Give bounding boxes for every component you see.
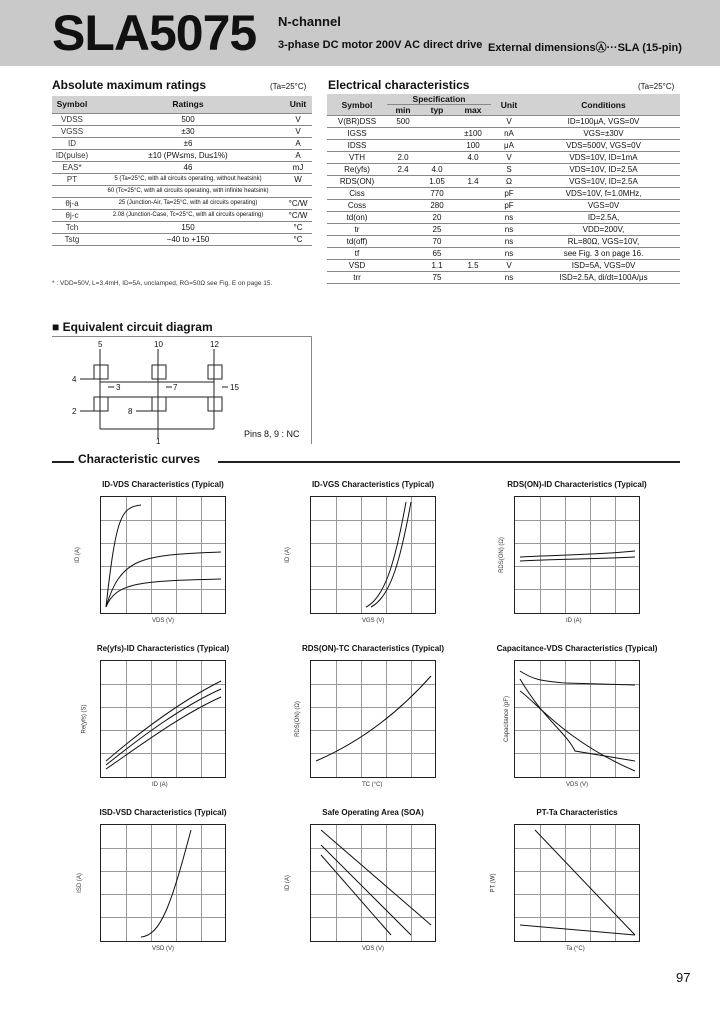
circuit-pin-bottom: 1 <box>156 437 161 445</box>
chart-xlabel: VSD (V) <box>152 946 175 952</box>
pins-note: Pins 8, 9 : NC <box>244 429 300 439</box>
elec-typ: 65 <box>419 248 455 260</box>
abs-max-row <box>52 125 312 137</box>
chart-xlabel: Ta (°C) <box>566 946 585 952</box>
abs-max-val: ±30 <box>92 125 284 137</box>
elec-typ: 20 <box>419 212 455 224</box>
abs-max-val: −40 to +150 <box>92 233 284 245</box>
chart-title: Safe Operating Area (SOA) <box>322 808 424 817</box>
elec-unit: V <box>491 260 527 272</box>
abs-max-sym: VDSS <box>52 113 92 125</box>
abs-max-sym: Tstg <box>52 233 92 245</box>
chart-xlabel: ID (A) <box>566 618 582 624</box>
elec-max <box>455 236 491 248</box>
elec-sym: IGSS <box>327 128 387 140</box>
chart-curve <box>316 676 431 761</box>
chart-ylabel: ID (A) <box>284 875 291 891</box>
elec-row <box>327 200 680 212</box>
chart-curve <box>106 681 221 761</box>
elec-typ: 280 <box>419 200 455 212</box>
chart-curve <box>106 579 221 607</box>
elec-table <box>327 94 680 284</box>
abs-max-sym: Tch <box>52 221 92 233</box>
elec-min <box>387 224 419 236</box>
abs-max-unit: °C/W <box>284 197 312 209</box>
elec-min <box>387 128 419 140</box>
abs-max-condition: (Ta=25°C) <box>270 82 307 91</box>
elec-cond: see Fig. 3 on page 16. <box>527 248 680 260</box>
chart-plot-area <box>100 660 226 778</box>
page-number: 97 <box>676 970 691 985</box>
elec-max <box>455 116 491 128</box>
elec-cond: VDS=500V, VGS=0V <box>527 140 680 152</box>
chart-title: ISD-VSD Characteristics (Typical) <box>99 808 227 817</box>
elec-row <box>327 236 680 248</box>
circuit-pin-gate-2: 7 <box>173 383 178 392</box>
elec-sym: VTH <box>327 152 387 164</box>
chart-curve <box>520 679 635 761</box>
elec-max <box>455 248 491 260</box>
chart-title: Re(yfs)-ID Characteristics (Typical) <box>96 644 230 653</box>
part-number: SLA5075 <box>52 5 257 61</box>
abs-max-val: 25 (Junction-Air, Ta=25°C, with all circuits operating) <box>92 197 284 209</box>
chart-ylabel: ID (A) <box>74 547 81 563</box>
elec-unit: ns <box>491 236 527 248</box>
elec-typ <box>419 140 455 152</box>
elec-unit: V <box>491 152 527 164</box>
elec-typ: 770 <box>419 188 455 200</box>
abs-max-unit <box>284 185 312 197</box>
elec-min: 500 <box>387 116 419 128</box>
circuit-pin-gate-1: 3 <box>116 383 121 392</box>
elec-header-min: min <box>387 105 419 116</box>
abs-max-row <box>52 197 312 209</box>
elec-row <box>327 140 680 152</box>
elec-sym: IDSS <box>327 140 387 152</box>
chart-title: ID-VDS Characteristics (Typical) <box>102 480 224 489</box>
elec-header-unit: Unit <box>491 94 527 116</box>
abs-max-sym: EAS* <box>52 161 92 173</box>
chart-curve <box>520 925 635 935</box>
circuit-pin-gate-3: 15 <box>230 383 239 392</box>
elec-min: 2.0 <box>387 152 419 164</box>
chart-curves <box>101 825 225 941</box>
circuit-pin-left-1: 4 <box>72 375 77 384</box>
elec-min <box>387 236 419 248</box>
abs-max-row <box>52 233 312 245</box>
elec-typ <box>419 128 455 140</box>
elec-cond: VGS=±30V <box>527 128 680 140</box>
elec-min <box>387 260 419 272</box>
abs-max-unit: mJ <box>284 161 312 173</box>
circuit-pin-left-3: 8 <box>128 407 133 416</box>
chart-curves <box>311 825 435 941</box>
elec-sym: V(BR)DSS <box>327 116 387 128</box>
elec-sym: td(off) <box>327 236 387 248</box>
elec-header-spec: Specification <box>387 94 491 105</box>
circuit-diagram <box>52 336 312 444</box>
abs-max-val: 60 (Tc=25°C, with all circuits operating, with infinite heatsink) <box>92 185 284 197</box>
chart-curve <box>535 830 635 935</box>
elec-max: 4.0 <box>455 152 491 164</box>
chart-xlabel: VDS (V) <box>152 618 175 624</box>
elec-unit: nA <box>491 128 527 140</box>
elec-row <box>327 212 680 224</box>
abs-max-unit: °C <box>284 233 312 245</box>
elec-max <box>455 224 491 236</box>
elec-sym: tf <box>327 248 387 260</box>
elec-unit: ns <box>491 224 527 236</box>
elec-unit: V <box>491 116 527 128</box>
abs-max-note: * : VDD=50V, L=3.4mH, ID=5A, unclamped, RG=50Ω see Fig. E on page 15. <box>52 280 273 287</box>
abs-max-sym: VGSS <box>52 125 92 137</box>
chart-curve <box>520 671 635 685</box>
chart-curves <box>515 825 639 941</box>
elec-sym: td(on) <box>327 212 387 224</box>
abs-max-row <box>52 161 312 173</box>
channel-type: N-channel <box>278 14 341 29</box>
elec-row <box>327 260 680 272</box>
elec-min <box>387 212 419 224</box>
elec-max <box>455 212 491 224</box>
circuit-pin-top-3: 12 <box>210 340 219 349</box>
chart-xlabel: ID (A) <box>152 782 168 788</box>
abs-max-val: 150 <box>92 221 284 233</box>
abs-max-val: 5 (Ta=25°C, with all circuits operating, without heatsink) <box>92 173 284 185</box>
abs-max-sym: θj-a <box>52 197 92 209</box>
chart-curves <box>311 497 435 613</box>
curves-title: Characteristic curves <box>78 452 201 466</box>
chart-xlabel: VGS (V) <box>362 618 385 624</box>
elec-row <box>327 128 680 140</box>
circuit-pin-top-1: 5 <box>98 340 103 349</box>
chart-curves <box>101 497 225 613</box>
abs-max-unit: °C/W <box>284 209 312 221</box>
chart-plot-area <box>310 496 436 614</box>
abs-max-sym: ID(pulse) <box>52 149 92 161</box>
elec-cond: ISD=5A, VGS=0V <box>527 260 680 272</box>
elec-min <box>387 272 419 284</box>
elec-sym: Coss <box>327 200 387 212</box>
abs-max-table <box>52 96 312 246</box>
chart-curve <box>321 845 411 935</box>
elec-sym: RDS(ON) <box>327 176 387 188</box>
chart-curve <box>371 502 411 607</box>
elec-max <box>455 200 491 212</box>
elec-unit: ns <box>491 212 527 224</box>
elec-max: 100 <box>455 140 491 152</box>
elec-min <box>387 176 419 188</box>
elec-header-symbol: Symbol <box>327 94 387 116</box>
chart-curve <box>106 697 221 769</box>
header-band <box>0 0 720 66</box>
circuit-pin-top-2: 10 <box>154 340 163 349</box>
chart-curve <box>321 830 431 925</box>
abs-max-unit: A <box>284 149 312 161</box>
elec-cond: ID=2.5A, <box>527 212 680 224</box>
chart-curve <box>520 691 635 771</box>
elec-typ <box>419 116 455 128</box>
elec-typ: 1.05 <box>419 176 455 188</box>
elec-unit: μA <box>491 140 527 152</box>
elec-row <box>327 164 680 176</box>
elec-max <box>455 188 491 200</box>
chart-title: Capacitance-VDS Characteristics (Typical) <box>496 644 658 653</box>
elec-row <box>327 176 680 188</box>
elec-max <box>455 164 491 176</box>
elec-cond: VDS=10V, ID=2.5A <box>527 164 680 176</box>
chart-plot-area <box>100 496 226 614</box>
device-description: 3-phase DC motor 200V AC direct drive <box>278 39 483 51</box>
abs-max-val: 46 <box>92 161 284 173</box>
chart-curves <box>515 661 639 777</box>
abs-max-val: 2.08 (Junction-Case, Tc=25°C, with all circuits operating) <box>92 209 284 221</box>
abs-max-row <box>52 137 312 149</box>
external-dimensions: External dimensionsⒶ···SLA (15-pin) <box>488 42 682 54</box>
abs-header-symbol: Symbol <box>52 96 92 113</box>
elec-typ: 4.0 <box>419 164 455 176</box>
abs-header-ratings: Ratings <box>92 96 284 113</box>
abs-max-val: ±10 (PW≤ms, Du≤1%) <box>92 149 284 161</box>
abs-max-unit: A <box>284 137 312 149</box>
elec-unit: pF <box>491 200 527 212</box>
elec-max <box>455 272 491 284</box>
circuit-pin-left-2: 2 <box>72 407 77 416</box>
abs-max-val: ±6 <box>92 137 284 149</box>
elec-title: Electrical characteristics <box>328 78 470 92</box>
elec-row <box>327 152 680 164</box>
elec-max: ±100 <box>455 128 491 140</box>
chart-plot-area <box>514 824 640 942</box>
chart-ylabel: Re(yfs) (S) <box>81 704 88 734</box>
abs-max-sym: ID <box>52 137 92 149</box>
elec-sym: trr <box>327 272 387 284</box>
abs-max-sym: PT <box>52 173 92 185</box>
chart-curve <box>106 689 221 765</box>
elec-typ: 75 <box>419 272 455 284</box>
elec-min <box>387 140 419 152</box>
curves-rule-left <box>52 461 74 463</box>
chart-ylabel: Capacitance (pF) <box>504 695 511 743</box>
chart-ylabel: ISD (A) <box>76 873 83 893</box>
elec-typ <box>419 152 455 164</box>
abs-max-row <box>52 185 312 197</box>
chart-plot-area <box>100 824 226 942</box>
elec-cond: RL=80Ω, VGS=10V, <box>527 236 680 248</box>
abs-max-row <box>52 149 312 161</box>
chart-curve <box>141 830 191 937</box>
elec-unit: S <box>491 164 527 176</box>
elec-row <box>327 116 680 128</box>
chart-xlabel: VDS (V) <box>566 782 589 788</box>
elec-unit: ns <box>491 272 527 284</box>
elec-min: 2.4 <box>387 164 419 176</box>
elec-max: 1.4 <box>455 176 491 188</box>
elec-min <box>387 200 419 212</box>
elec-header-conditions: Conditions <box>527 94 680 116</box>
elec-condition: (Ta=25°C) <box>638 82 675 91</box>
abs-max-unit: V <box>284 113 312 125</box>
elec-cond: VDD=200V, <box>527 224 680 236</box>
chart-title: RDS(ON)-ID Characteristics (Typical) <box>507 480 647 489</box>
abs-max-unit: W <box>284 173 312 185</box>
elec-sym: VSD <box>327 260 387 272</box>
chart-title: PT-Ta Characteristics <box>536 808 618 817</box>
elec-cond: ID=100μA, VGS=0V <box>527 116 680 128</box>
elec-typ: 70 <box>419 236 455 248</box>
chart-curves <box>311 661 435 777</box>
chart-ylabel: RDS(ON) (Ω) <box>498 537 505 573</box>
abs-max-unit: °C <box>284 221 312 233</box>
chart-curve <box>520 557 635 561</box>
elec-min <box>387 188 419 200</box>
chart-xlabel: TC (°C) <box>362 782 383 788</box>
abs-max-row <box>52 221 312 233</box>
circuit-title: ■ Equivalent circuit diagram <box>52 320 213 334</box>
chart-title: ID-VGS Characteristics (Typical) <box>311 480 435 489</box>
elec-cond: VDS=10V, ID=1mA <box>527 152 680 164</box>
elec-typ: 25 <box>419 224 455 236</box>
chart-ylabel: PT (W) <box>490 873 497 893</box>
abs-max-title: Absolute maximum ratings <box>52 78 207 92</box>
elec-cond: VGS=0V <box>527 200 680 212</box>
elec-body <box>327 116 680 284</box>
elec-cond: VDS=10V, f=1.0MHz, <box>527 188 680 200</box>
elec-typ: 1.1 <box>419 260 455 272</box>
chart-curves <box>515 497 639 613</box>
elec-row <box>327 248 680 260</box>
abs-max-row <box>52 209 312 221</box>
abs-max-body <box>52 113 312 245</box>
abs-max-val: 500 <box>92 113 284 125</box>
abs-max-row <box>52 113 312 125</box>
elec-sym: Ciss <box>327 188 387 200</box>
elec-cond: ISD=2.5A, di/dt=100A/μs <box>527 272 680 284</box>
chart-title: RDS(ON)-TC Characteristics (Typical) <box>301 644 445 653</box>
chart-plot-area <box>514 660 640 778</box>
elec-cond: VGS=10V, ID=2.5A <box>527 176 680 188</box>
abs-max-sym: θj-c <box>52 209 92 221</box>
chart-curve <box>520 551 635 557</box>
chart-plot-area <box>310 660 436 778</box>
elec-unit: Ω <box>491 176 527 188</box>
chart-ylabel: RDS(ON) (Ω) <box>294 701 301 737</box>
chart-plot-area <box>310 824 436 942</box>
elec-max: 1.5 <box>455 260 491 272</box>
abs-max-unit: V <box>284 125 312 137</box>
elec-sym: tr <box>327 224 387 236</box>
elec-min <box>387 248 419 260</box>
abs-max-sym <box>52 185 92 197</box>
chart-xlabel: VDS (V) <box>362 946 385 952</box>
elec-unit: ns <box>491 248 527 260</box>
curves-rule-right <box>218 461 680 463</box>
chart-plot-area <box>514 496 640 614</box>
elec-row <box>327 272 680 284</box>
chart-curves <box>101 661 225 777</box>
elec-row <box>327 188 680 200</box>
elec-header-typ: typ <box>419 105 455 116</box>
abs-max-row <box>52 173 312 185</box>
elec-unit: pF <box>491 188 527 200</box>
chart-ylabel: ID (A) <box>284 547 291 563</box>
chart-curve <box>321 855 391 935</box>
elec-sym: Re(yfs) <box>327 164 387 176</box>
elec-row <box>327 224 680 236</box>
abs-header-unit: Unit <box>284 96 312 113</box>
elec-header-max: max <box>455 105 491 116</box>
